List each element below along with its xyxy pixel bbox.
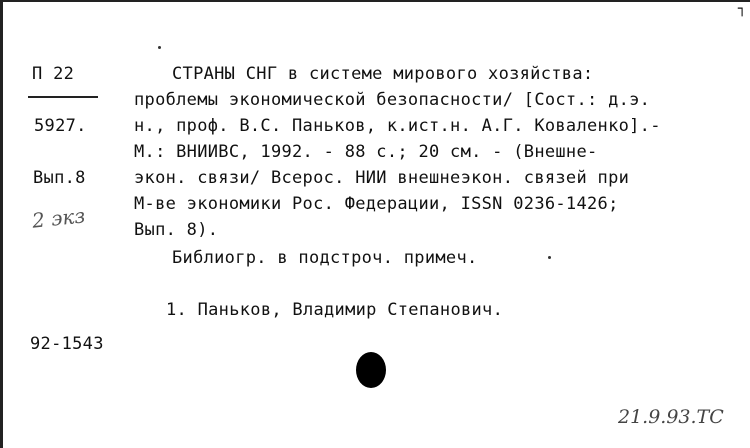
card-top-border bbox=[0, 0, 750, 2]
authors-line: н., проф. В.С. Паньков, к.ист.н. А.Г. Коваленко].- bbox=[134, 116, 661, 136]
bibliography-note: Библиогр. в подстроч. примеч. bbox=[172, 248, 478, 268]
record-number: 92-1543 bbox=[30, 334, 104, 354]
punch-hole bbox=[356, 352, 386, 388]
card-left-border bbox=[0, 0, 3, 448]
author-tracing: 1. Паньков, Владимир Степанович. bbox=[166, 300, 504, 320]
accession-number: 5927. bbox=[34, 116, 87, 136]
title-line-2: проблемы экономической безопасности/ [Сост.: д.э. bbox=[134, 90, 651, 110]
series-line-1: экон. связи/ Всерос. НИИ внешнеэкон. связей при bbox=[134, 168, 630, 188]
ink-speck bbox=[548, 256, 551, 259]
call-number-underline bbox=[28, 96, 98, 98]
ink-speck bbox=[158, 46, 161, 49]
corner-tick-mark: ┐ bbox=[738, 1, 747, 17]
call-number: П 22 bbox=[32, 64, 75, 84]
title-line-1: СТРАНЫ СНГ в системе мирового хозяйства: bbox=[172, 64, 594, 84]
imprint-line: М.: ВНИИВС, 1992. - 88 с.; 20 см. - (Внешне- bbox=[134, 142, 598, 162]
series-line-2: М-ве экономики Рос. Федерации, ISSN 0236-1426; bbox=[134, 194, 619, 214]
series-mark: Вып.8 bbox=[33, 168, 86, 188]
handwritten-date: 21.9.93.ТС bbox=[618, 406, 724, 428]
handwritten-copies-note: 2 экз bbox=[30, 203, 87, 233]
series-line-3: Вып. 8). bbox=[134, 220, 219, 240]
